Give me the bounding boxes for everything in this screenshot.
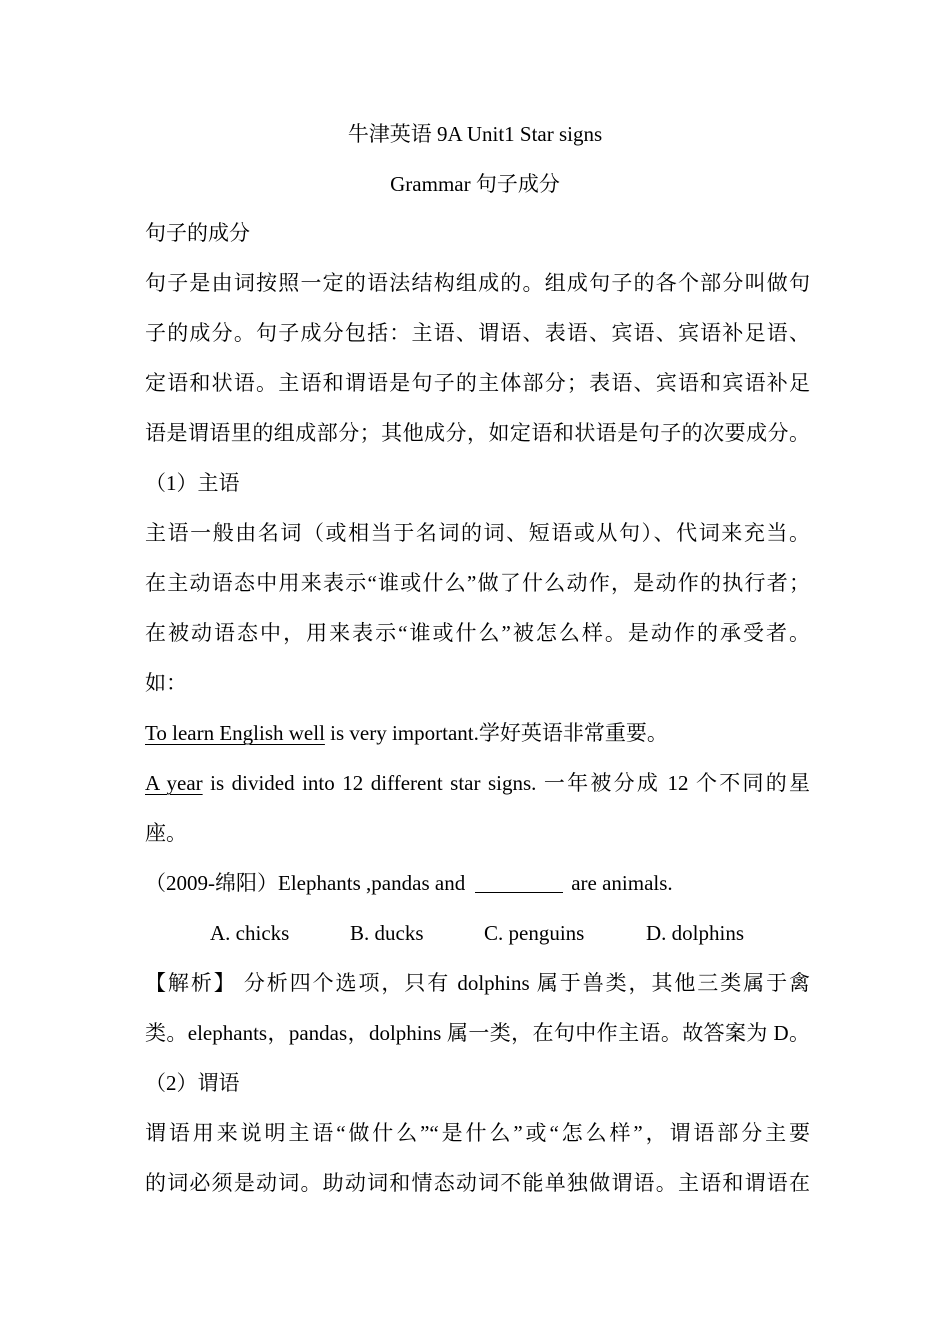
- option-d: D. dolphins: [646, 921, 745, 945]
- example-2-subject: A year: [145, 771, 203, 795]
- question-prefix: （2009-绵阳）Elephants ,pandas and: [145, 871, 466, 895]
- intro-line-2: 子的成分。句子成分包括：主语、谓语、表语、宾语、宾语补足语、: [145, 321, 810, 345]
- option-c: C. penguins: [484, 921, 585, 945]
- option-b: B. ducks: [350, 921, 424, 945]
- intro-line-1: 句子是由词按照一定的语法结构组成的。组成句子的各个部分叫做句: [145, 271, 810, 295]
- document-subtitle: Grammar 句子成分: [390, 172, 560, 196]
- subject-desc-line-3: 在被动语态中，用来表示“谁或什么”被怎么样。是动作的承受者。: [145, 621, 810, 645]
- subject-desc-line-2: 在主动语态中用来表示“谁或什么”做了什么动作，是动作的执行者；: [145, 571, 810, 595]
- question-suffix: are animals.: [571, 871, 673, 895]
- section-heading: 句子的成分: [145, 221, 250, 245]
- analysis-line-2: 类。elephants，pandas，dolphins 属一类，在句中作主语。故答案为 D。: [145, 1021, 810, 1045]
- document-title: 牛津英语 9A Unit1 Star signs: [347, 122, 603, 146]
- intro-line-3: 定语和状语。主语和谓语是句子的主体部分；表语、宾语和宾语补足: [145, 371, 810, 395]
- example-sentence-1: [145, 718, 810, 748]
- answer-blank: [475, 872, 563, 893]
- answer-options: [210, 918, 770, 948]
- subject-heading: （1）主语: [145, 471, 240, 495]
- option-a: A. chicks: [210, 921, 290, 945]
- example-sentence-2-continuation: 座。: [145, 821, 187, 845]
- predicate-heading: （2）谓语: [145, 1071, 240, 1095]
- analysis-line-1: 【解析】 分析四个选项，只有 dolphins 属于兽类，其他三类属于禽: [145, 971, 810, 995]
- predicate-desc-line-2: 的词必须是动词。助动词和情态动词不能单独做谓语。主语和谓语在: [145, 1171, 810, 1195]
- example-sentence-2: [145, 768, 810, 798]
- example-1-rest: is very important.学好英语非常重要。: [324, 721, 668, 745]
- intro-line-4: 语是谓语里的组成部分；其他成分，如定语和状语是句子的次要成分。: [145, 421, 810, 445]
- subject-desc-line-1: 主语一般由名词（或相当于名词的词、短语或从句）、代词来充当。: [145, 521, 810, 545]
- predicate-desc-line-1: 谓语用来说明主语“做什么”“是什么”或“怎么样”，谓语部分主要: [145, 1121, 810, 1145]
- exam-question: [145, 868, 810, 898]
- example-2-rest: is divided into 12 different star signs. 一年被分成 12 个不同的星: [202, 771, 810, 795]
- example-1-subject: To learn English well: [145, 721, 325, 745]
- subject-desc-line-4: 如：: [145, 671, 187, 695]
